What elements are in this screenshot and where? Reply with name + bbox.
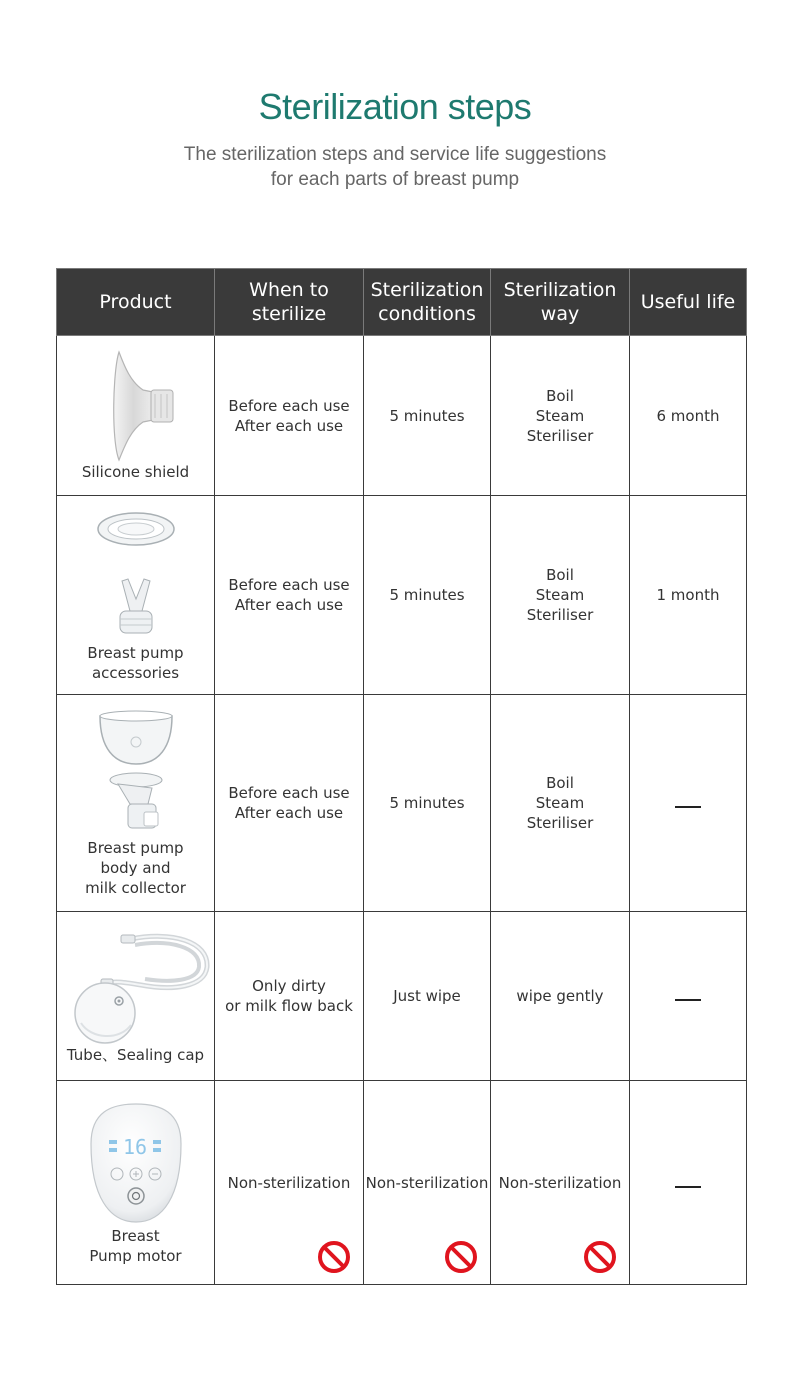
- prohibited-icon: [583, 1240, 617, 1274]
- life-cell: 6 month: [630, 336, 747, 496]
- way-cell: Boil Steam Steriliser: [491, 695, 630, 912]
- life-cell: [630, 1081, 747, 1285]
- svg-text:16: 16: [122, 1134, 147, 1159]
- way-cell: Non-sterilization: [491, 1081, 630, 1285]
- when-cell: Before each use After each use: [215, 336, 364, 496]
- product-label: Tube、Sealing cap: [66, 1046, 205, 1064]
- life-cell: 1 month: [630, 496, 747, 695]
- column-header-conditions: Sterilization conditions: [364, 269, 491, 336]
- product-cell: [57, 1081, 215, 1285]
- product-label: Breast Pump motor: [89, 1226, 182, 1265]
- conditions-cell: 5 minutes: [364, 496, 491, 695]
- product-label: Breast pump body and milk collector: [85, 839, 186, 897]
- conditions-cell: Non-sterilization: [364, 1081, 491, 1285]
- way-cell: wipe gently: [491, 912, 630, 1081]
- table-header-row: [57, 269, 747, 336]
- when-cell: Non-sterilization: [215, 1081, 364, 1285]
- prohibited-icon: [317, 1240, 351, 1274]
- prohibited-icon: [444, 1240, 478, 1274]
- pump-accessories-image: [86, 507, 186, 643]
- way-cell: Boil Steam Steriliser: [491, 336, 630, 496]
- subtitle-line: The sterilization steps and service life suggestions: [183, 144, 607, 165]
- table-row: [57, 1081, 747, 1285]
- pump-body-image: [86, 708, 186, 838]
- when-cell: Before each use After each use: [215, 695, 364, 912]
- page-subtitle: [0, 142, 790, 192]
- subtitle-line: for each parts of breast pump: [270, 169, 520, 190]
- product-cell: [57, 336, 215, 496]
- table-row: [57, 496, 747, 695]
- dash-mark: [675, 806, 701, 808]
- table-row: [57, 336, 747, 496]
- column-header-product: Product: [57, 269, 215, 336]
- silicone-shield-image: [91, 350, 181, 462]
- tube-cap-image: [61, 927, 211, 1045]
- page-title: Sterilization steps: [258, 86, 532, 127]
- when-cell: Before each use After each use: [215, 496, 364, 695]
- product-cell: [57, 912, 215, 1081]
- conditions-cell: 5 minutes: [364, 695, 491, 912]
- column-header-life: Useful life: [630, 269, 747, 336]
- pump-motor-image: [81, 1100, 191, 1226]
- product-cell: [57, 695, 215, 912]
- life-cell: [630, 912, 747, 1081]
- product-label: Silicone shield: [81, 462, 190, 481]
- when-cell: Only dirty or milk flow back: [215, 912, 364, 1081]
- table-row: [57, 912, 747, 1081]
- sterilization-table: [56, 268, 747, 1285]
- dash-mark: [675, 999, 701, 1001]
- product-cell: [57, 496, 215, 695]
- table-row: [57, 695, 747, 912]
- dash-mark: [675, 1186, 701, 1188]
- conditions-cell: Just wipe: [364, 912, 491, 1081]
- way-cell: Boil Steam Steriliser: [491, 496, 630, 695]
- column-header-way: Sterilization way: [491, 269, 630, 336]
- life-cell: [630, 695, 747, 912]
- product-label: Breast pump accessories: [87, 644, 184, 682]
- conditions-cell: 5 minutes: [364, 336, 491, 496]
- column-header-when: When to sterilize: [215, 269, 364, 336]
